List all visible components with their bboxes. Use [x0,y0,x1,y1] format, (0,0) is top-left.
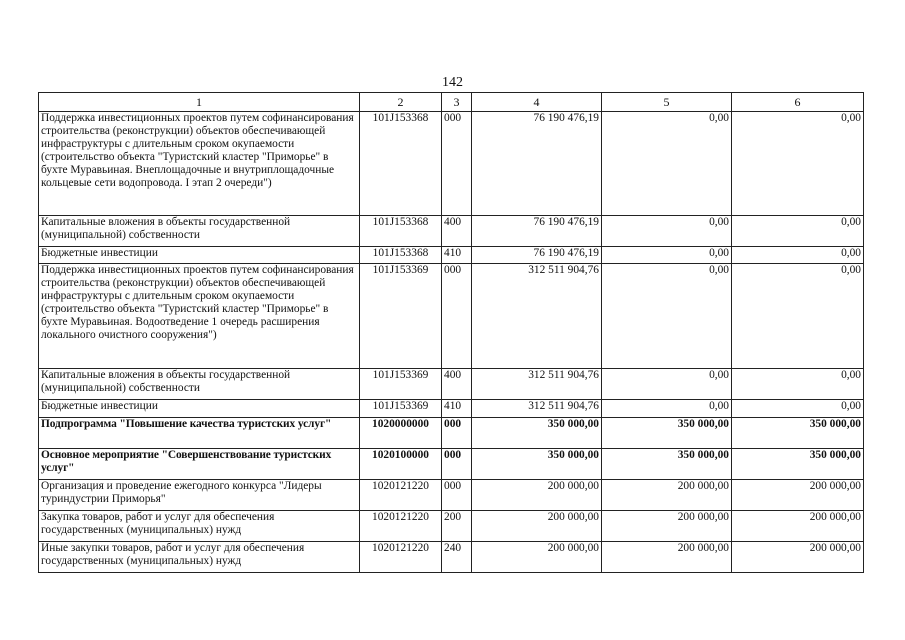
row-value-6: 200 000,00 [732,511,864,542]
table-row [39,480,864,511]
column-header-4: 4 [472,93,602,112]
row-kind: 410 [442,247,472,264]
row-code: 101J153369 [360,400,442,418]
row-value-5: 200 000,00 [602,542,732,573]
table-row [39,112,864,216]
row-value-5: 0,00 [602,400,732,418]
row-value-5: 200 000,00 [602,511,732,542]
page-number: 142 [442,75,463,90]
row-code: 101J153369 [360,264,442,369]
row-kind: 000 [442,449,472,480]
row-name: Бюджетные инвестиции [39,247,360,264]
row-name: Подпрограмма "Повышение качества туристских услуг" [39,418,360,449]
row-kind: 000 [442,264,472,369]
row-name: Организация и проведение ежегодного конкурса "Лидеры туриндустрии Приморья" [39,480,360,511]
row-kind: 000 [442,112,472,216]
row-name: Поддержка инвестиционных проектов путем софинансирования строительства (реконструкции) объектов обеспечивающей инфраструктуры с длительным сроком окупаемости (строительство объекта "Туристский кластер "Приморье" в бухте Муравьиная. Водоотведение 1 очередь расширения локального очистного сооружения") [39,264,360,369]
row-name: Бюджетные инвестиции [39,400,360,418]
row-value-6: 200 000,00 [732,542,864,573]
row-name: Основное мероприятие "Совершенствование туристских услуг" [39,449,360,480]
row-value-4: 350 000,00 [472,418,602,449]
row-kind: 400 [442,369,472,400]
row-value-5: 0,00 [602,369,732,400]
row-name: Поддержка инвестиционных проектов путем софинансирования строительства (реконструкции) объектов обеспечивающей инфраструктуры с длительным сроком окупаемости (строительство объекта "Туристский кластер "Приморье" в бухте Муравьиная. Внеплощадочные и внутриплощадочные кольцевые сети водопровода. I этап 2 очереди") [39,112,360,216]
table-row [39,542,864,573]
row-value-5: 0,00 [602,216,732,247]
row-value-4: 76 190 476,19 [472,112,602,216]
row-value-5: 0,00 [602,247,732,264]
row-value-4: 200 000,00 [472,542,602,573]
row-value-4: 312 511 904,76 [472,264,602,369]
row-kind: 410 [442,400,472,418]
header-row [39,93,864,112]
row-kind: 000 [442,480,472,511]
row-value-4: 312 511 904,76 [472,400,602,418]
column-header-2: 2 [360,93,442,112]
row-value-6: 0,00 [732,247,864,264]
row-name: Иные закупки товаров, работ и услуг для обеспечения государственных (муниципальных) нужд [39,542,360,573]
budget-table [38,92,864,573]
row-code: 1020121220 [360,511,442,542]
row-code: 1020000000 [360,418,442,449]
row-code: 101J153369 [360,369,442,400]
row-value-6: 0,00 [732,400,864,418]
row-code: 101J153368 [360,216,442,247]
row-value-5: 0,00 [602,112,732,216]
table-row [39,216,864,247]
row-kind: 240 [442,542,472,573]
column-header-5: 5 [602,93,732,112]
table-row [39,511,864,542]
column-header-3: 3 [442,93,472,112]
row-value-5: 350 000,00 [602,418,732,449]
table-row [39,400,864,418]
row-value-5: 200 000,00 [602,480,732,511]
row-kind: 200 [442,511,472,542]
row-value-6: 0,00 [732,216,864,247]
column-header-1: 1 [39,93,360,112]
row-name: Закупка товаров, работ и услуг для обеспечения государственных (муниципальных) нужд [39,511,360,542]
row-value-4: 200 000,00 [472,480,602,511]
row-value-5: 0,00 [602,264,732,369]
row-value-6: 0,00 [732,264,864,369]
row-kind: 000 [442,418,472,449]
row-value-6: 200 000,00 [732,480,864,511]
row-value-4: 76 190 476,19 [472,247,602,264]
table-row [39,449,864,480]
row-code: 1020121220 [360,480,442,511]
row-code: 101J153368 [360,247,442,264]
row-value-6: 0,00 [732,112,864,216]
row-value-4: 312 511 904,76 [472,369,602,400]
table-row [39,418,864,449]
table-row [39,247,864,264]
row-value-4: 76 190 476,19 [472,216,602,247]
row-name: Капитальные вложения в объекты государственной (муниципальной) собственности [39,369,360,400]
row-value-6: 350 000,00 [732,418,864,449]
row-code: 101J153368 [360,112,442,216]
row-value-5: 350 000,00 [602,449,732,480]
row-value-6: 0,00 [732,369,864,400]
table-row [39,264,864,369]
row-value-4: 350 000,00 [472,449,602,480]
row-code: 1020121220 [360,542,442,573]
column-header-6: 6 [732,93,864,112]
row-code: 1020100000 [360,449,442,480]
row-value-4: 200 000,00 [472,511,602,542]
row-name: Капитальные вложения в объекты государственной (муниципальной) собственности [39,216,360,247]
table-row [39,369,864,400]
row-kind: 400 [442,216,472,247]
row-value-6: 350 000,00 [732,449,864,480]
